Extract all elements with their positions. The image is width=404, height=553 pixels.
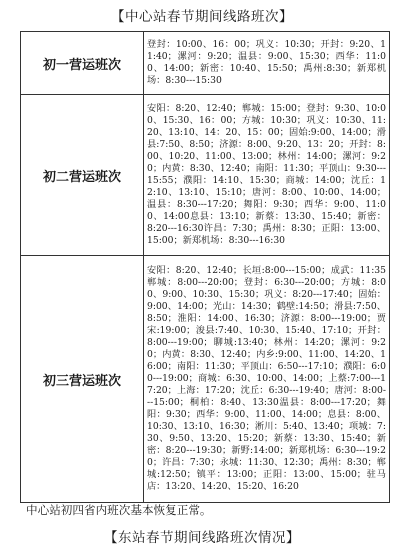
- service-note: 中心站初四省内班次基本恢复正常。: [26, 503, 212, 517]
- row-label-day1: 初一营运班次: [21, 32, 144, 95]
- row-label-day2: 初二营运班次: [21, 95, 144, 256]
- row-label-day3: 初三营运班次: [21, 256, 144, 503]
- row-content-day1: 登封：10:00、16：00；巩义：10:30；开封：9:20、11:40；漯河：9:20；温县：9:00、15:30；西华：11:00、14:00；新密：10:40、15:50；禹州:8:30；新郑机场：8:30---15:30: [144, 32, 390, 95]
- schedule-table: [20, 31, 390, 503]
- row-content-day3: 安阳：8:20、12:40；长垣:8:00---15:00；成武：11:35郸城：8:00---20:00；登封：6:30---20:00；方城：8:00、9:00、10:30、15:30；巩义：8:20---17:40；固始：9:00、14:00；光山：14:30；鹤壁:14:50；滑县:7:50、8:50；淮阳：14:00、16:30；济源：8:00---19:00；贾宋:19:00；浚县:7:40、10:30、15:40、17:10；开封：8:00---19:00；聊城:13:40；林州：14:20；漯河：9:20；内黄：8:30、12:40；内乡:9:00、11:00、14:20、16:00；南阳：11:30；平顶山：6:50---17:10；濮阳：6:00---19:00；商城：6:30、10:00、14:00；上蔡:7:00---17:20；上海：17:20；沈丘：6:30---19:40；唐河：8:00---15:00；桐柏：8:40、13:30温县：8:00---17:20；舞阳：9:30；西华：9:00、11:00、14:00；息县：8:00、10:30、13:10、16:30；淅川：5:40、13:40；项城：7:30、9:50、13:20、15:20；新蔡：13:30、15:40；新密：8:20---19:30；新野:14:00；新郑机场：6:30---19:20；许昌：7:30；永城：11:30、12:30；禹州：8:30；郸城:12:50；镇平：13:00；正阳：13:00、15:00；驻马店：13:20、14:20、15:20、16:20: [144, 256, 390, 503]
- section-title-east-station: 【东站春节期间线路班次情况】: [104, 530, 300, 546]
- row-content-day2: 安阳：8:20、12:40；郸城：15:00；登封：9:30、10:00、15:30、16：00；方城：10:30；巩义：10:30、11:20、13:10、14：20、15：00；固始:9:00、14:00；滑县:7:50、8:50；济源：8:00、9:20、13：20；开封：8:00、10:20、11:00、13:00；林州：14:00；漯河：9:20；内黄：8:30、12:40；南阳：11:30；平顶山：9:30---15:55；濮阳：14:10、15:30；商城：14:00；沈丘：12:10、13:10、15:10；唐河：8:00、10:00、14:00；温县：8:30---17:20；舞阳：9:30；西华：9:00、11:00、14:00息县：13:10；新蔡：13:30、15:40；新密：8:20---16:30许昌：7:30；禹州：8:30；正阳：13:00、15:00；新郑机场：8:30---16:30: [144, 95, 390, 256]
- table-row-day2: [21, 95, 390, 256]
- page-title: 【中心站春节期间线路班次】: [111, 9, 293, 25]
- table-row-day1: [21, 32, 390, 95]
- table-row-day3: [21, 256, 390, 503]
